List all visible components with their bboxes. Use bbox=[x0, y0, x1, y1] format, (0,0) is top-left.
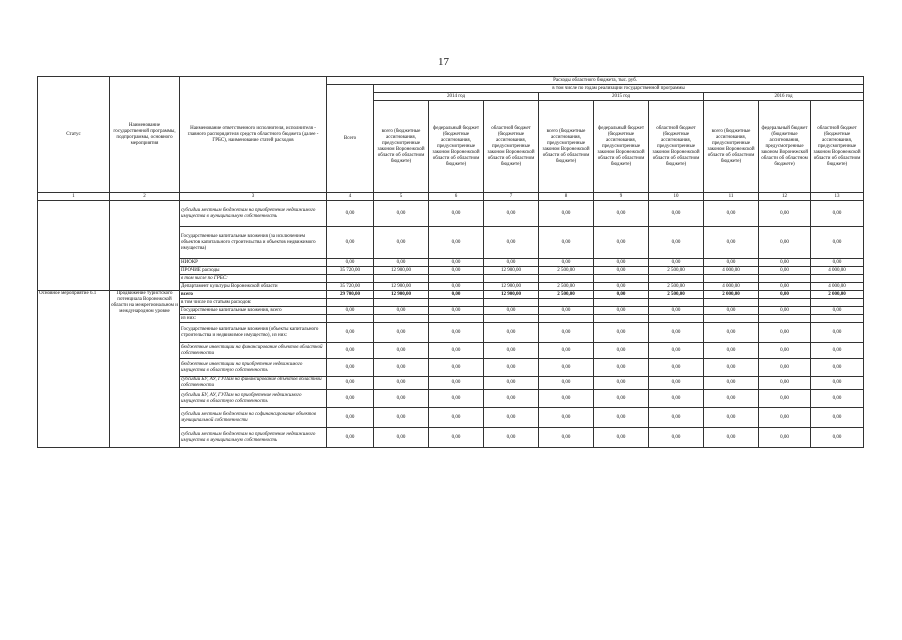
value-cell: 0,00 bbox=[374, 428, 429, 448]
value-cell: 0,00 bbox=[539, 343, 594, 359]
header-total: Всего bbox=[327, 85, 374, 193]
value-cell: 0,00 bbox=[649, 307, 704, 315]
value-cell bbox=[327, 299, 374, 307]
value-cell: 0,00 bbox=[374, 343, 429, 359]
value-cell: 2 500,00 bbox=[539, 283, 594, 291]
value-cell: 0,00 bbox=[594, 390, 649, 408]
value-cell: 0,00 bbox=[704, 428, 759, 448]
row-label: субсидии местным бюджетам на приобретение недвижимого имущества в муниципальную собственность bbox=[180, 201, 327, 227]
value-cell: 0,00 bbox=[649, 227, 704, 259]
col-number: 5 bbox=[374, 193, 429, 201]
header-col-regional: областной бюджет (бюджетные ассигнования, предусмотренные законом Воронежской области об областном бюджете) bbox=[484, 101, 539, 193]
value-cell bbox=[649, 299, 704, 307]
value-cell: 0,00 bbox=[484, 377, 539, 390]
value-cell: 0,00 bbox=[594, 343, 649, 359]
value-cell: 0,00 bbox=[649, 259, 704, 267]
main-event-name: Продвижение туристского потенциала Воронежской области на межрегиональном и международном уровне bbox=[110, 291, 180, 448]
header-responsible: Наименование ответственного исполнителя, исполнителя - главного распорядителя средств областного бюджета (далее - ГРБС), наименование статей расходов bbox=[180, 77, 327, 193]
header-year-2016: 2016 год bbox=[704, 93, 864, 101]
value-cell: 2 500,00 bbox=[539, 291, 594, 299]
value-cell: 0,00 bbox=[811, 307, 864, 315]
row-label: бюджетные инвестиции на приобретение недвижимого имущества в областную собственность bbox=[180, 359, 327, 377]
value-cell: 0,00 bbox=[704, 359, 759, 377]
value-cell: 12 900,00 bbox=[484, 291, 539, 299]
value-cell: 0,00 bbox=[484, 259, 539, 267]
value-cell: 0,00 bbox=[594, 377, 649, 390]
value-cell: 0,00 bbox=[649, 359, 704, 377]
value-cell: 0,00 bbox=[594, 307, 649, 315]
value-cell: 0,00 bbox=[759, 428, 811, 448]
value-cell: 0,00 bbox=[649, 201, 704, 227]
value-cell: 2 500,00 bbox=[539, 267, 594, 275]
col-number: 8 bbox=[539, 193, 594, 201]
value-cell: 0,00 bbox=[327, 359, 374, 377]
value-cell: 0,00 bbox=[327, 227, 374, 259]
value-cell: 0,00 bbox=[374, 201, 429, 227]
value-cell: 0,00 bbox=[539, 377, 594, 390]
table-row bbox=[38, 201, 864, 227]
value-cell: 0,00 bbox=[594, 227, 649, 259]
header-col-federal: федеральный бюджет (бюджетные ассигнования, предусмотренные законом Воронежской области об областном бюджете) bbox=[429, 101, 484, 193]
value-cell: 0,00 bbox=[649, 323, 704, 343]
header-program-name: Наименование государственной программы, подпрограммы, основного мероприятия bbox=[110, 77, 180, 193]
value-cell: 0,00 bbox=[429, 428, 484, 448]
col-number: 1 bbox=[38, 193, 110, 201]
value-cell: 0,00 bbox=[327, 201, 374, 227]
value-cell: 0,00 bbox=[484, 408, 539, 428]
col-number: 10 bbox=[649, 193, 704, 201]
value-cell: 2 500,00 bbox=[649, 291, 704, 299]
value-cell: 0,00 bbox=[594, 428, 649, 448]
value-cell bbox=[594, 315, 649, 323]
value-cell: 0,00 bbox=[539, 227, 594, 259]
value-cell: 0,00 bbox=[484, 390, 539, 408]
value-cell: 0,00 bbox=[759, 377, 811, 390]
value-cell bbox=[429, 315, 484, 323]
value-cell: 0,00 bbox=[484, 307, 539, 315]
value-cell: 4 000,00 bbox=[811, 267, 864, 275]
col-number: 9 bbox=[594, 193, 649, 201]
value-cell bbox=[429, 299, 484, 307]
value-cell: 0,00 bbox=[327, 408, 374, 428]
value-cell: 0,00 bbox=[429, 390, 484, 408]
header-status: Статус bbox=[38, 77, 110, 193]
col-number: 13 bbox=[811, 193, 864, 201]
value-cell: 2 000,00 bbox=[704, 291, 759, 299]
col-number: 7 bbox=[484, 193, 539, 201]
value-cell: 0,00 bbox=[594, 283, 649, 291]
value-cell bbox=[539, 275, 594, 283]
value-cell: 0,00 bbox=[759, 323, 811, 343]
value-cell: 0,00 bbox=[759, 283, 811, 291]
value-cell: 0,00 bbox=[374, 227, 429, 259]
col-number: 2 bbox=[110, 193, 180, 201]
row-label: Государственные капитальные вложения (объекты капитального строительства и недвижимое имущество), из них: bbox=[180, 323, 327, 343]
value-cell: 0,00 bbox=[429, 283, 484, 291]
value-cell bbox=[649, 275, 704, 283]
value-cell bbox=[539, 299, 594, 307]
value-cell: 12 900,00 bbox=[374, 283, 429, 291]
value-cell: 0,00 bbox=[649, 408, 704, 428]
table-body bbox=[38, 201, 864, 448]
table-row bbox=[38, 291, 864, 299]
value-cell: 0,00 bbox=[704, 377, 759, 390]
value-cell: 0,00 bbox=[811, 377, 864, 390]
value-cell: 0,00 bbox=[327, 307, 374, 315]
value-cell: 0,00 bbox=[429, 343, 484, 359]
value-cell: 0,00 bbox=[484, 201, 539, 227]
value-cell: 0,00 bbox=[704, 259, 759, 267]
value-cell: 0,00 bbox=[759, 343, 811, 359]
value-cell: 12 900,00 bbox=[374, 267, 429, 275]
value-cell: 0,00 bbox=[374, 377, 429, 390]
value-cell: 0,00 bbox=[649, 428, 704, 448]
value-cell: 0,00 bbox=[759, 390, 811, 408]
row-label: в том числе по ГРБС: bbox=[180, 275, 327, 283]
value-cell: 0,00 bbox=[327, 323, 374, 343]
value-cell: 0,00 bbox=[649, 343, 704, 359]
value-cell bbox=[759, 315, 811, 323]
header-col-federal: федеральный бюджет (бюджетные ассигнования, предусмотренные законом Воронежской области об областном бюджете) bbox=[759, 101, 811, 193]
value-cell: 0,00 bbox=[539, 259, 594, 267]
value-cell bbox=[374, 315, 429, 323]
value-cell bbox=[429, 275, 484, 283]
budget-table bbox=[37, 76, 864, 448]
row-label: из них: bbox=[180, 315, 327, 323]
row-label: Департамент культуры Воронежской области bbox=[180, 283, 327, 291]
value-cell bbox=[484, 315, 539, 323]
value-cell bbox=[704, 275, 759, 283]
value-cell: 0,00 bbox=[429, 267, 484, 275]
value-cell: 12 900,00 bbox=[484, 283, 539, 291]
header-col-regional: областной бюджет (бюджетные ассигнования, предусмотренные законом Воронежской области об областном бюджете) bbox=[649, 101, 704, 193]
value-cell bbox=[594, 275, 649, 283]
value-cell: 0,00 bbox=[539, 201, 594, 227]
value-cell: 0,00 bbox=[327, 343, 374, 359]
value-cell: 0,00 bbox=[759, 227, 811, 259]
value-cell: 0,00 bbox=[484, 227, 539, 259]
value-cell: 4 000,00 bbox=[704, 283, 759, 291]
col-number: 4 bbox=[327, 193, 374, 201]
row-label: ПРОЧИЕ расходы bbox=[180, 267, 327, 275]
value-cell: 0,00 bbox=[594, 291, 649, 299]
value-cell: 12 900,00 bbox=[484, 267, 539, 275]
value-cell: 0,00 bbox=[759, 307, 811, 315]
value-cell: 0,00 bbox=[327, 259, 374, 267]
header-year-2015: 2015 год bbox=[539, 93, 704, 101]
main-event-status: Основное мероприятие 6.1 bbox=[38, 291, 110, 448]
value-cell: 0,00 bbox=[704, 390, 759, 408]
value-cell bbox=[811, 275, 864, 283]
value-cell: 0,00 bbox=[484, 359, 539, 377]
value-cell: 35 720,00 bbox=[327, 267, 374, 275]
value-cell: 0,00 bbox=[539, 428, 594, 448]
value-cell: 0,00 bbox=[759, 201, 811, 227]
value-cell: 0,00 bbox=[484, 343, 539, 359]
value-cell: 0,00 bbox=[374, 359, 429, 377]
value-cell: 0,00 bbox=[594, 359, 649, 377]
header-year-2014: 2014 год bbox=[374, 93, 539, 101]
value-cell: 0,00 bbox=[704, 323, 759, 343]
program-name-cell bbox=[110, 201, 180, 291]
value-cell: 0,00 bbox=[429, 359, 484, 377]
value-cell: 0,00 bbox=[759, 267, 811, 275]
value-cell bbox=[759, 299, 811, 307]
value-cell: 2 500,00 bbox=[649, 283, 704, 291]
value-cell: 0,00 bbox=[704, 227, 759, 259]
value-cell: 0,00 bbox=[594, 201, 649, 227]
value-cell bbox=[539, 315, 594, 323]
value-cell: 0,00 bbox=[759, 359, 811, 377]
value-cell bbox=[704, 299, 759, 307]
value-cell: 0,00 bbox=[811, 408, 864, 428]
value-cell: 0,00 bbox=[539, 307, 594, 315]
value-cell bbox=[759, 275, 811, 283]
col-number: 12 bbox=[759, 193, 811, 201]
col-number: 11 bbox=[704, 193, 759, 201]
value-cell: 0,00 bbox=[811, 201, 864, 227]
value-cell: 0,00 bbox=[429, 307, 484, 315]
value-cell bbox=[811, 299, 864, 307]
header-col-all: всего (бюджетные ассигнования, предусмотренные законом Воронежской области об областном бюджете) bbox=[374, 101, 429, 193]
header-by-years: в том числе по годам реализации государственной программы bbox=[374, 85, 864, 93]
value-cell: 4 000,00 bbox=[811, 283, 864, 291]
value-cell: 0,00 bbox=[759, 291, 811, 299]
row-label: бюджетные инвестиции на финансирование объектов областной собственности bbox=[180, 343, 327, 359]
value-cell bbox=[484, 275, 539, 283]
header-expenses-title: Расходы областного бюджета, тыс. руб. bbox=[327, 77, 864, 85]
value-cell: 0,00 bbox=[484, 428, 539, 448]
value-cell bbox=[327, 315, 374, 323]
value-cell: 0,00 bbox=[811, 323, 864, 343]
value-cell bbox=[374, 299, 429, 307]
value-cell: 0,00 bbox=[429, 259, 484, 267]
value-cell: 0,00 bbox=[649, 390, 704, 408]
value-cell: 0,00 bbox=[539, 323, 594, 343]
header-col-federal: федеральный бюджет (бюджетные ассигнования, предусмотренные законом Воронежской области об областном бюджете) bbox=[594, 101, 649, 193]
value-cell: 12 900,00 bbox=[374, 291, 429, 299]
value-cell: 0,00 bbox=[374, 307, 429, 315]
column-numbers-row bbox=[38, 193, 864, 201]
value-cell: 0,00 bbox=[704, 343, 759, 359]
value-cell: 0,00 bbox=[539, 390, 594, 408]
value-cell: 0,00 bbox=[327, 377, 374, 390]
row-label: Государственные капитальные вложения (за исключением объектов капитального строительства и объектов недвижимого имущества) bbox=[180, 227, 327, 259]
status-cell bbox=[38, 201, 110, 291]
value-cell: 0,00 bbox=[811, 428, 864, 448]
value-cell: 0,00 bbox=[704, 408, 759, 428]
value-cell: 0,00 bbox=[811, 359, 864, 377]
value-cell: 0,00 bbox=[429, 201, 484, 227]
value-cell: 0,00 bbox=[539, 408, 594, 428]
value-cell: 0,00 bbox=[484, 323, 539, 343]
header-col-all: всего (бюджетные ассигнования, предусмотренные законом Воронежской области об областном бюджете) bbox=[704, 101, 759, 193]
value-cell: 0,00 bbox=[429, 408, 484, 428]
value-cell: 0,00 bbox=[594, 408, 649, 428]
value-cell bbox=[594, 299, 649, 307]
value-cell: 0,00 bbox=[429, 227, 484, 259]
value-cell: 0,00 bbox=[429, 323, 484, 343]
row-label: Государственные капитальные вложения, всего bbox=[180, 307, 327, 315]
value-cell: 0,00 bbox=[429, 291, 484, 299]
value-cell: 0,00 bbox=[594, 267, 649, 275]
row-label: субсидии местным бюджетам на приобретение недвижимого имущества в муниципальную собственность bbox=[180, 428, 327, 448]
row-label: НИОКР bbox=[180, 259, 327, 267]
value-cell: 0,00 bbox=[539, 359, 594, 377]
value-cell bbox=[649, 315, 704, 323]
header-col-all: всего (бюджетные ассигнования, предусмотренные законом Воронежской области об областном бюджете) bbox=[539, 101, 594, 193]
row-label: всего bbox=[180, 291, 327, 299]
value-cell bbox=[704, 315, 759, 323]
value-cell: 0,00 bbox=[811, 259, 864, 267]
value-cell: 0,00 bbox=[374, 259, 429, 267]
value-cell: 0,00 bbox=[429, 377, 484, 390]
value-cell: 0,00 bbox=[374, 408, 429, 428]
row-label: субсидии местным бюджетам на софинансирование объектов муниципальной собственности bbox=[180, 408, 327, 428]
value-cell: 0,00 bbox=[327, 390, 374, 408]
value-cell: 0,00 bbox=[704, 307, 759, 315]
col-number: 6 bbox=[429, 193, 484, 201]
value-cell bbox=[484, 299, 539, 307]
value-cell: 0,00 bbox=[759, 408, 811, 428]
row-label: в том числе по статьям расходов: bbox=[180, 299, 327, 307]
page-number: 17 bbox=[438, 56, 449, 68]
value-cell: 29 700,00 bbox=[327, 291, 374, 299]
value-cell: 0,00 bbox=[811, 390, 864, 408]
value-cell: 2 000,00 bbox=[811, 291, 864, 299]
header-col-regional: областной бюджет (бюджетные ассигнования, предусмотренные законом Воронежской области об областном бюджете) bbox=[811, 101, 864, 193]
col-number: 3 bbox=[180, 193, 327, 201]
value-cell: 0,00 bbox=[374, 390, 429, 408]
value-cell: 35 720,00 bbox=[327, 283, 374, 291]
value-cell: 0,00 bbox=[327, 428, 374, 448]
value-cell: 0,00 bbox=[594, 323, 649, 343]
value-cell bbox=[811, 315, 864, 323]
value-cell: 0,00 bbox=[759, 259, 811, 267]
value-cell: 0,00 bbox=[811, 227, 864, 259]
value-cell: 0,00 bbox=[594, 259, 649, 267]
value-cell bbox=[327, 275, 374, 283]
value-cell bbox=[374, 275, 429, 283]
row-label: субсидии БУ, АУ, ГУПам на финансирование объектов областной собственности bbox=[180, 377, 327, 390]
row-label: субсидии БУ, АУ, ГУПам на приобретение недвижимого имущества в областную собственность bbox=[180, 390, 327, 408]
value-cell: 2 500,00 bbox=[649, 267, 704, 275]
value-cell: 0,00 bbox=[704, 201, 759, 227]
value-cell: 0,00 bbox=[649, 377, 704, 390]
value-cell: 0,00 bbox=[811, 343, 864, 359]
value-cell: 0,00 bbox=[374, 323, 429, 343]
value-cell: 4 000,00 bbox=[704, 267, 759, 275]
